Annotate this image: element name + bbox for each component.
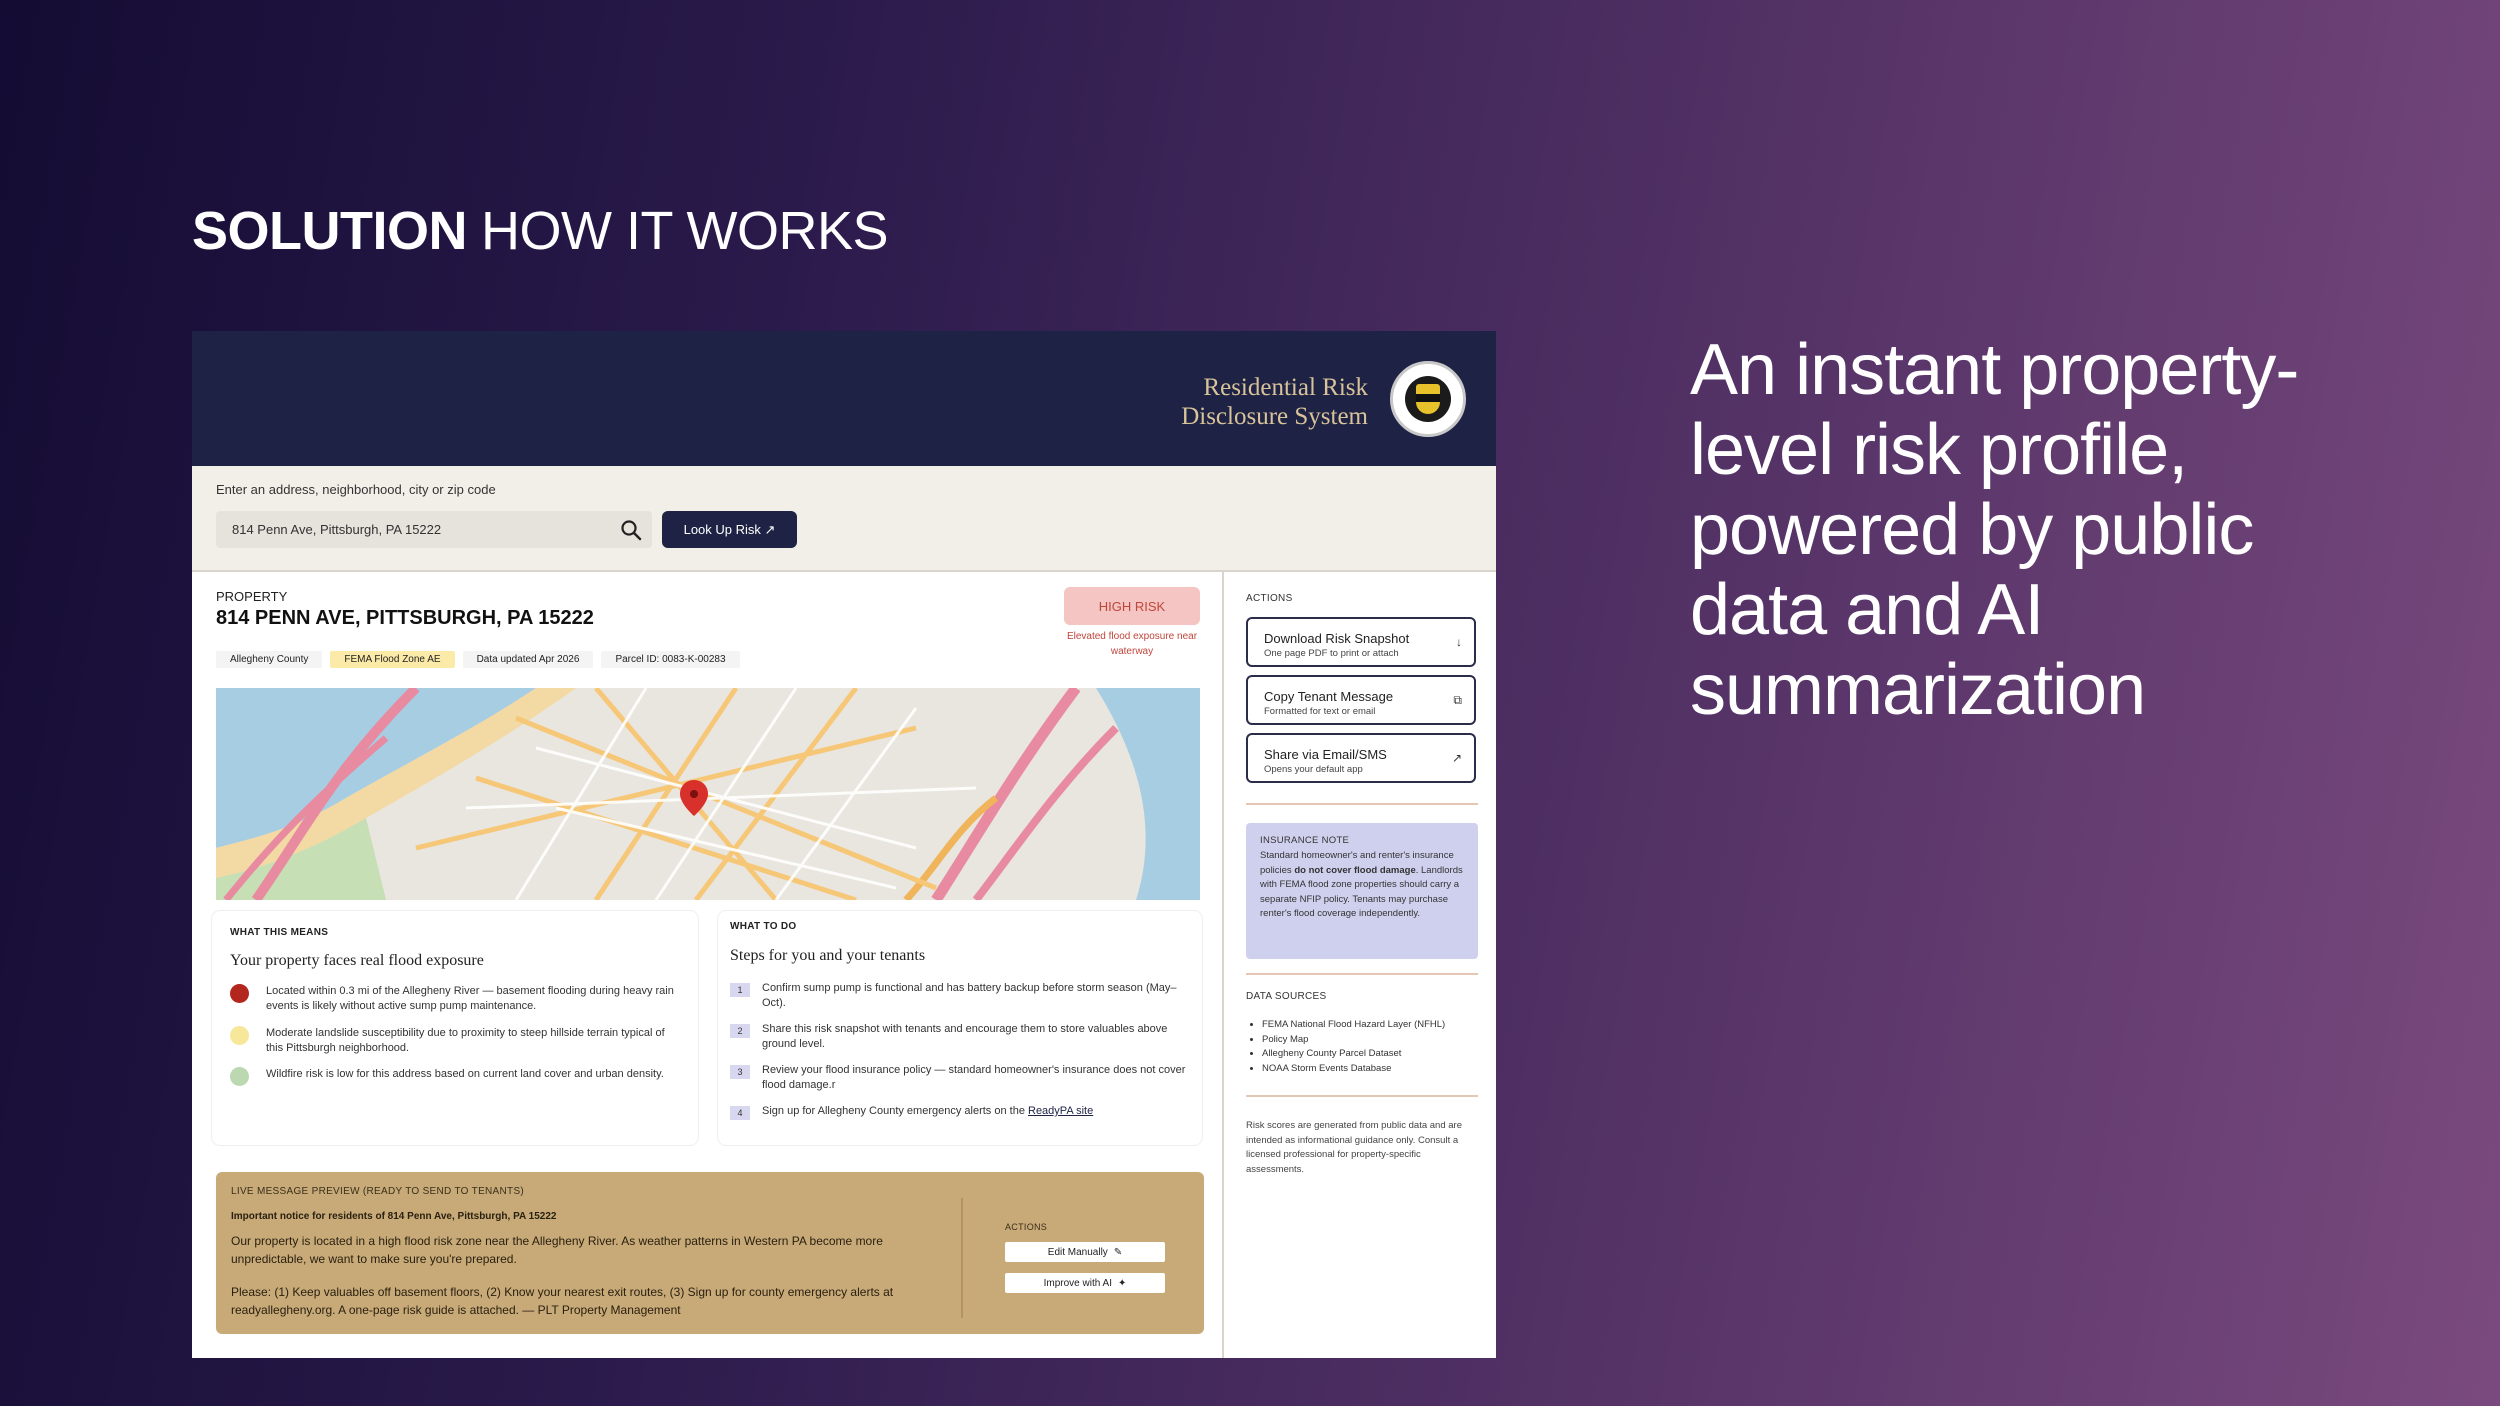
step-text: Review your flood insurance policy — standard homeowner's insurance does not cover flood damage.r	[762, 1064, 1186, 1091]
slide-tagline: An instant property-level risk profile, powered by public data and AI summarization	[1690, 330, 2299, 730]
step-text: Confirm sump pump is functional and has battery backup before storm season (May–Oct).	[762, 982, 1177, 1009]
message-preview-heading: Important notice for residents of 814 Penn Ave, Pittsburgh, PA 15222	[231, 1211, 557, 1222]
step-text: Share this risk snapshot with tenants and encourage them to store valuables above ground level.	[762, 1023, 1168, 1050]
message-preview	[216, 1172, 1204, 1334]
sidebar-actions-label: ACTIONS	[1246, 593, 1293, 604]
app-header	[192, 331, 1496, 466]
search-bar	[192, 466, 1496, 572]
improve-with-ai-label: Improve with AI	[1043, 1277, 1112, 1289]
share-sub: Opens your default app	[1264, 764, 1363, 775]
low-risk-dot-icon	[230, 1067, 249, 1086]
step-number: 1	[730, 983, 750, 997]
insurance-note-text: Standard homeowner's and renter's insurance policies do not cover flood damage. Landlords with FEMA flood zone properties should carry a separate NFIP policy. Tenants may purchase renter's flood coverage independently.	[1260, 850, 1463, 919]
preview-divider	[961, 1198, 963, 1318]
slide-title-bold: SOLUTION	[192, 201, 467, 261]
message-paragraph: Please: (1) Keep valuables off basement floors, (2) Know your nearest exit routes, (3) Sign up for county emergency alerts at readyallegheny.org. A one-page risk guide is attached. — PLT Property Management	[231, 1285, 894, 1317]
sidebar-divider	[1246, 1095, 1478, 1097]
high-risk-dot-icon	[230, 984, 249, 1003]
what-to-do-title: Steps for you and your tenants	[730, 947, 926, 964]
data-sources-label: DATA SOURCES	[1246, 991, 1327, 1002]
search-label: Enter an address, neighborhood, city or zip code	[216, 482, 496, 497]
sidebar-divider	[1246, 803, 1478, 805]
risk-note: Elevated flood exposure near waterway	[1066, 631, 1198, 657]
download-snapshot-button[interactable]	[1246, 617, 1476, 667]
share-title: Share via Email/SMS	[1264, 747, 1387, 762]
data-source-item: • FEMA National Flood Hazard Layer (NFHL)	[1262, 1018, 1445, 1033]
county-chip: Allegheny County	[216, 651, 322, 668]
app-title	[1181, 373, 1368, 431]
message-preview-kicker: LIVE MESSAGE PREVIEW (READY TO SEND TO TENANTS)	[231, 1186, 525, 1197]
download-snapshot-title: Download Risk Snapshot	[1264, 631, 1410, 646]
what-to-do-kicker: WHAT TO DO	[730, 921, 797, 932]
data-sources-list	[1246, 1018, 1445, 1076]
search-icon[interactable]	[620, 519, 642, 541]
property-label: PROPERTY	[216, 589, 288, 604]
wildfire-risk-text: Wildfire risk is low for this address based on current land cover and urban density.	[266, 1068, 664, 1080]
message-preview-body[interactable]	[231, 1232, 911, 1319]
download-snapshot-sub: One page PDF to print or attach	[1264, 648, 1399, 659]
app-mockup	[192, 331, 1496, 1358]
landslide-risk-text: Moderate landslide susceptibility due to proximity to steep hillside terrain typical of this Pittsburgh neighborhood.	[266, 1027, 665, 1054]
readypa-link[interactable]: ReadyPA site	[1028, 1105, 1094, 1117]
app-title-line1: Residential Risk	[1203, 374, 1368, 401]
copy-tenant-message-button[interactable]	[1246, 675, 1476, 725]
copy-message-title: Copy Tenant Message	[1264, 689, 1394, 704]
insurance-note-kicker: INSURANCE NOTE	[1260, 835, 1350, 846]
data-source-item: • NOAA Storm Events Database	[1262, 1062, 1445, 1077]
sparkle-icon: ✦	[1117, 1277, 1127, 1289]
property-address: 814 PENN AVE, PITTSBURGH, PA 15222	[216, 607, 594, 629]
slide-title	[192, 200, 888, 262]
step-item	[730, 1063, 1190, 1093]
flood-zone-chip: FEMA Flood Zone AE	[330, 651, 454, 668]
step-item	[730, 1104, 1190, 1119]
share-icon: ↗	[1451, 751, 1462, 765]
landslide-risk-item	[230, 1026, 680, 1056]
main-content	[192, 571, 1222, 1358]
moderate-risk-dot-icon	[230, 1026, 249, 1045]
flood-risk-text: Located within 0.3 mi of the Allegheny River — basement flooding during heavy rain events is likely without active sump pump maintenance.	[266, 985, 674, 1012]
message-paragraph: Our property is located in a high flood risk zone near the Allegheny River. As weather patterns in Western PA become more unpredictable, we want to make sure you're prepared.	[231, 1234, 883, 1266]
step-item	[730, 981, 1190, 1011]
step-number: 4	[730, 1106, 750, 1120]
step-number: 3	[730, 1065, 750, 1079]
property-chips	[216, 651, 740, 668]
step-item	[730, 1022, 1190, 1052]
step-number: 2	[730, 1024, 750, 1038]
what-this-means-kicker: WHAT THIS MEANS	[230, 927, 329, 938]
share-email-sms-button[interactable]	[1246, 733, 1476, 783]
parcel-id-chip: Parcel ID: 0083-K-00283	[601, 651, 739, 668]
edit-manually-label: Edit Manually	[1047, 1246, 1108, 1258]
copy-icon: ⧉	[1453, 693, 1462, 707]
download-icon: ↓	[1456, 635, 1462, 649]
improve-with-ai-button[interactable]	[1005, 1273, 1165, 1293]
data-source-item: • Allegheny County Parcel Dataset	[1262, 1047, 1445, 1062]
data-updated-chip: Data updated Apr 2026	[463, 651, 594, 668]
data-source-item: • Policy Map	[1262, 1033, 1445, 1048]
address-search-input[interactable]	[216, 511, 652, 548]
property-map[interactable]	[216, 688, 1200, 900]
sidebar-divider	[1246, 973, 1478, 975]
slide-title-light: HOW IT WORKS	[481, 201, 888, 261]
city-seal-icon	[1390, 361, 1466, 437]
wildfire-risk-item	[230, 1067, 680, 1082]
lookup-risk-button[interactable]: Look Up Risk ↗	[662, 511, 797, 548]
what-this-means-card	[212, 911, 698, 1145]
flood-risk-item	[230, 984, 680, 1014]
preview-actions-label: ACTIONS	[1005, 1222, 1048, 1232]
insurance-note	[1246, 823, 1478, 959]
edit-manually-button[interactable]	[1005, 1242, 1165, 1262]
what-to-do-card	[718, 911, 1202, 1145]
copy-message-sub: Formatted for text or email	[1264, 706, 1376, 717]
pencil-icon: ✎	[1113, 1246, 1123, 1258]
what-this-means-title: Your property faces real flood exposure	[230, 952, 484, 969]
risk-level-badge: HIGH RISK	[1064, 587, 1200, 625]
step-text: Sign up for Allegheny County emergency alerts on the	[762, 1105, 1025, 1117]
disclaimer-text: Risk scores are generated from public data and are intended as informational guidance only. Consult a licensed professional for property-specific assessments.	[1246, 1120, 1462, 1175]
app-title-line2: Disclosure System	[1181, 403, 1368, 430]
actions-sidebar	[1222, 571, 1496, 1358]
